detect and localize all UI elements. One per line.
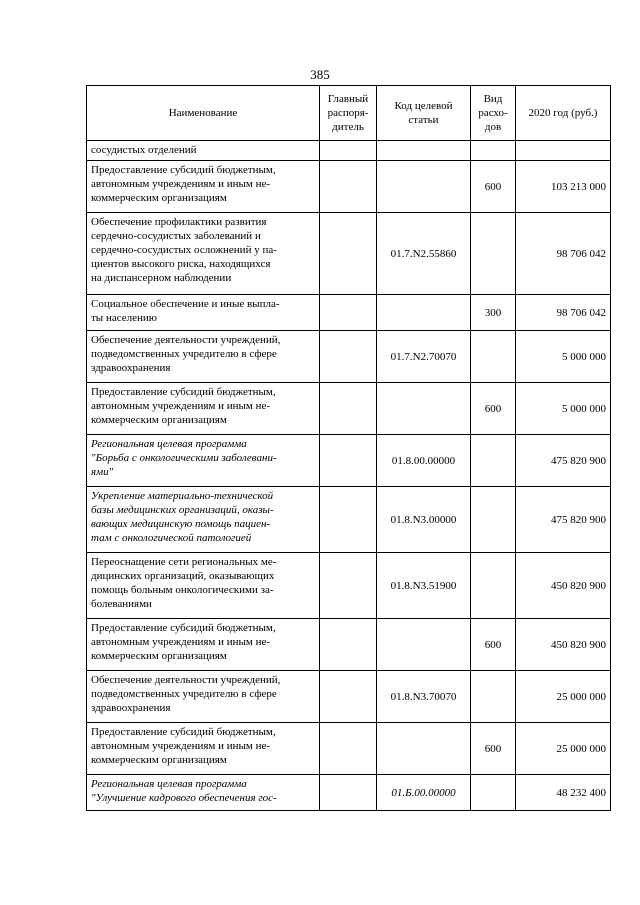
- row-type-cell: [471, 671, 516, 723]
- row-name-cell: [87, 671, 320, 723]
- row-amount-cell: 25 000 000: [516, 723, 611, 775]
- row-name-line: автономным учреждениям и иным не-: [91, 178, 271, 190]
- row-name-line: ты населению: [91, 312, 157, 324]
- row-name-line: Обеспечение деятельности учреждений,: [91, 674, 281, 686]
- table-row: [87, 553, 611, 619]
- row-amount-cell: [516, 141, 611, 161]
- row-type-cell: [471, 213, 516, 295]
- page-number: 385: [310, 67, 330, 82]
- table-row: [87, 619, 611, 671]
- row-code-cell: 01.8.N3.00000: [377, 487, 471, 553]
- row-name-line: базы медицинских организаций, оказы-: [91, 504, 274, 516]
- row-code-cell: [377, 295, 471, 331]
- row-name-line: коммерческим организациям: [91, 754, 227, 766]
- row-name-line: Региональная целевая программа: [91, 438, 247, 450]
- row-name-line: Социальное обеспечение и иные выпла-: [91, 298, 280, 310]
- row-name-line: Переоснащение сети региональных ме-: [91, 556, 277, 568]
- row-code-cell: [377, 619, 471, 671]
- row-admin-cell: [320, 671, 377, 723]
- row-name-line: ями": [91, 466, 114, 478]
- row-type-cell: [471, 487, 516, 553]
- table-row: [87, 295, 611, 331]
- row-name-line: болеваниями: [91, 598, 152, 610]
- row-name-line: дицинских организаций, оказывающих: [91, 570, 275, 582]
- row-type-cell: 600: [471, 723, 516, 775]
- table-row: [87, 383, 611, 435]
- table-row: [87, 671, 611, 723]
- row-code-cell: [377, 141, 471, 161]
- row-type-cell: [471, 435, 516, 487]
- row-code-cell: [377, 383, 471, 435]
- row-name-line: автономным учреждениям и иным не-: [91, 740, 271, 752]
- row-type-cell: [471, 141, 516, 161]
- row-name-line: помощь больным онкологическими за-: [91, 584, 274, 596]
- table-row: [87, 487, 611, 553]
- row-amount-cell: 5 000 000: [516, 331, 611, 383]
- table-row: [87, 161, 611, 213]
- row-name-line: Обеспечение деятельности учреждений,: [91, 334, 281, 346]
- row-admin-cell: [320, 775, 377, 811]
- row-name-line: Обеспечение профилактики развития: [91, 216, 267, 228]
- row-code-cell: 01.8.N3.51900: [377, 553, 471, 619]
- row-amount-cell: 48 232 400: [516, 775, 611, 811]
- row-type-cell: [471, 553, 516, 619]
- row-name-line: подведомственных учредителю в сфере: [91, 688, 277, 700]
- row-amount-cell: 475 820 900: [516, 487, 611, 553]
- row-name-line: сердечно-сосудистых осложнений у па-: [91, 244, 277, 256]
- row-name-cell: [87, 331, 320, 383]
- table-row: [87, 213, 611, 295]
- row-admin-cell: [320, 161, 377, 213]
- header-type: Вид расхо-дов: [471, 86, 516, 141]
- row-type-cell: [471, 331, 516, 383]
- row-name-line: Укрепление материально-технической: [91, 490, 274, 502]
- table-row: [87, 331, 611, 383]
- row-code-cell: [377, 723, 471, 775]
- row-name-line: подведомственных учредителю в сфере: [91, 348, 277, 360]
- table-row: [87, 723, 611, 775]
- row-code-cell: [377, 161, 471, 213]
- row-name-cell: [87, 435, 320, 487]
- row-admin-cell: [320, 383, 377, 435]
- row-amount-cell: 98 706 042: [516, 213, 611, 295]
- row-amount-cell: 5 000 000: [516, 383, 611, 435]
- row-name-line: циентов высокого риска, находящихся: [91, 258, 271, 270]
- header-name: Наименование: [87, 86, 320, 141]
- row-name-line: "Борьба с онкологическими заболевани-: [91, 452, 277, 464]
- budget-table: [86, 85, 611, 811]
- row-name-line: Предоставление субсидий бюджетным,: [91, 164, 276, 176]
- row-name-line: на диспансерном наблюдении: [91, 272, 232, 284]
- row-name-cell: [87, 213, 320, 295]
- table-body: [87, 141, 611, 811]
- row-name-line: сердечно-сосудистых заболеваний и: [91, 230, 261, 242]
- row-amount-cell: 475 820 900: [516, 435, 611, 487]
- row-name-line: здравоохранения: [91, 362, 171, 374]
- header-amount: 2020 год (руб.): [516, 86, 611, 141]
- row-name-cell: [87, 295, 320, 331]
- table-row: [87, 141, 611, 161]
- row-name-cell: [87, 553, 320, 619]
- row-name-cell: [87, 141, 320, 161]
- row-amount-cell: 103 213 000: [516, 161, 611, 213]
- row-admin-cell: [320, 723, 377, 775]
- row-type-cell: 600: [471, 161, 516, 213]
- row-admin-cell: [320, 435, 377, 487]
- row-name-line: автономным учреждениям и иным не-: [91, 636, 271, 648]
- row-code-cell: 01.7.N2.55860: [377, 213, 471, 295]
- row-code-cell: 01.7.N2.70070: [377, 331, 471, 383]
- row-name-line: там с онкологической патологией: [91, 532, 252, 544]
- row-admin-cell: [320, 295, 377, 331]
- row-name-line: Предоставление субсидий бюджетным,: [91, 726, 276, 738]
- row-name-cell: [87, 161, 320, 213]
- row-type-cell: 300: [471, 295, 516, 331]
- row-amount-cell: 98 706 042: [516, 295, 611, 331]
- row-name-line: вающих медицинскую помощь пациен-: [91, 518, 271, 530]
- row-admin-cell: [320, 331, 377, 383]
- row-name-line: здравоохранения: [91, 702, 171, 714]
- row-name-line: Предоставление субсидий бюджетным,: [91, 386, 276, 398]
- row-name-cell: [87, 775, 320, 811]
- row-admin-cell: [320, 487, 377, 553]
- row-admin-cell: [320, 619, 377, 671]
- row-code-cell: 01.Б.00.00000: [377, 775, 471, 811]
- row-admin-cell: [320, 553, 377, 619]
- row-name-cell: [87, 723, 320, 775]
- row-name-cell: [87, 487, 320, 553]
- table-row: [87, 775, 611, 811]
- row-code-cell: 01.8.N3.70070: [377, 671, 471, 723]
- table-row: [87, 435, 611, 487]
- row-name-line: сосудистых отделений: [91, 144, 197, 156]
- row-name-line: коммерческим организациям: [91, 650, 227, 662]
- row-name-line: Региональная целевая программа: [91, 778, 247, 790]
- row-type-cell: [471, 775, 516, 811]
- row-code-cell: 01.8.00.00000: [377, 435, 471, 487]
- row-type-cell: 600: [471, 619, 516, 671]
- row-type-cell: 600: [471, 383, 516, 435]
- row-name-line: Предоставление субсидий бюджетным,: [91, 622, 276, 634]
- row-name-cell: [87, 383, 320, 435]
- row-name-line: автономным учреждениям и иным не-: [91, 400, 271, 412]
- row-name-line: коммерческим организациям: [91, 192, 227, 204]
- header-admin: Главный распоря-дитель: [320, 86, 377, 141]
- table-header-row: [87, 86, 611, 141]
- row-amount-cell: 450 820 900: [516, 553, 611, 619]
- row-amount-cell: 450 820 900: [516, 619, 611, 671]
- header-code: Код целевой статьи: [377, 86, 471, 141]
- row-name-line: коммерческим организациям: [91, 414, 227, 426]
- row-name-line: "Улучшение кадрового обеспечения гос-: [91, 792, 277, 804]
- row-admin-cell: [320, 141, 377, 161]
- row-amount-cell: 25 000 000: [516, 671, 611, 723]
- row-name-cell: [87, 619, 320, 671]
- row-admin-cell: [320, 213, 377, 295]
